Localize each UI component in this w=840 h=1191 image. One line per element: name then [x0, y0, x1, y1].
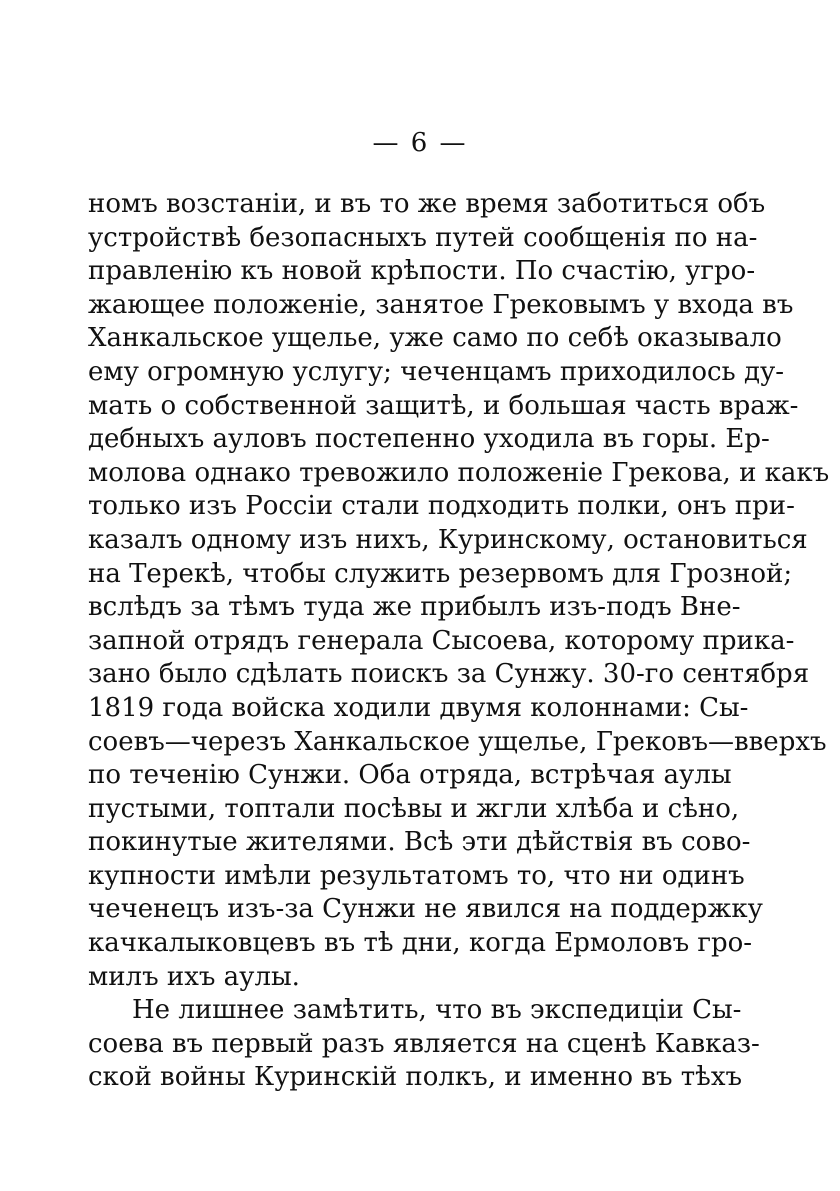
- text-line: чеченецъ изъ-за Сунжи не явился на поддержку: [88, 894, 763, 925]
- text-line: жающее положеніе, занятое Грековымъ у входа въ: [88, 289, 794, 320]
- text-line: молова однако тревожило положеніе Грекова, и какъ: [88, 457, 830, 488]
- text-line: пустыми, топтали посѣвы и жгли хлѣба и сѣно,: [88, 793, 740, 824]
- text-line: вслѣдъ за тѣмъ туда же прибылъ изъ-подъ Вне-: [88, 592, 741, 623]
- text-line: покинутые жителями. Всѣ эти дѣйствія въ сово-: [88, 827, 751, 858]
- body-text: [88, 188, 830, 1095]
- text-line: только изъ Россіи стали подходить полки, онъ при-: [88, 491, 795, 522]
- text-line: номъ возстаніи, и въ то же время заботиться объ: [88, 189, 766, 219]
- text-line: казалъ одному изъ нихъ, Куринскому, остановиться: [88, 524, 808, 555]
- text-line: Ханкальское ущелье, уже само по себѣ оказывало: [88, 323, 782, 354]
- text-line: мать о собственной защитѣ, и большая часть враж-: [88, 390, 799, 421]
- text-line: качкалыковцевъ въ тѣ дни, когда Ермоловъ гро-: [88, 928, 753, 959]
- text-line: 1819 года войска ходили двумя колоннами: Сы-: [88, 692, 749, 723]
- text-line: соева въ первый разъ является на сценѣ Кавказ-: [88, 1028, 760, 1059]
- text-line: устройствѣ безопасныхъ путей сообщенія по на-: [88, 222, 758, 253]
- text-line: милъ ихъ аулы.: [88, 961, 300, 992]
- paragraph-first-line: Не лишнее замѣтить, что въ экспедиціи Сы-: [132, 995, 742, 1026]
- text-line: правленію къ новой крѣпости. По счастію, угро-: [88, 256, 756, 287]
- text-line: ской войны Куринскій полкъ, и именно въ тѣхъ: [88, 1062, 743, 1093]
- text-line: на Терекѣ, чтобы служить резервомъ для Грозной;: [88, 558, 793, 589]
- text-line: купности имѣли результатомъ то, что ни одинъ: [88, 860, 745, 891]
- text-line: дебныхъ ауловъ постепенно уходила въ горы. Ер-: [88, 424, 770, 455]
- text-line: по теченію Сунжи. Оба отряда, встрѣчая аулы: [88, 760, 732, 791]
- text-line: запной отрядъ генерала Сысоева, которому прика-: [88, 625, 795, 656]
- text-line: ему огромную услугу; чеченцамъ приходилось ду-: [88, 356, 785, 387]
- text-line: соевъ—черезъ Ханкальское ущелье, Грековъ—вверхъ: [88, 726, 827, 757]
- text-line: зано было сдѣлать поискъ за Сунжу. 30-го сентября: [88, 659, 810, 690]
- page-number: — 6 —: [372, 128, 468, 158]
